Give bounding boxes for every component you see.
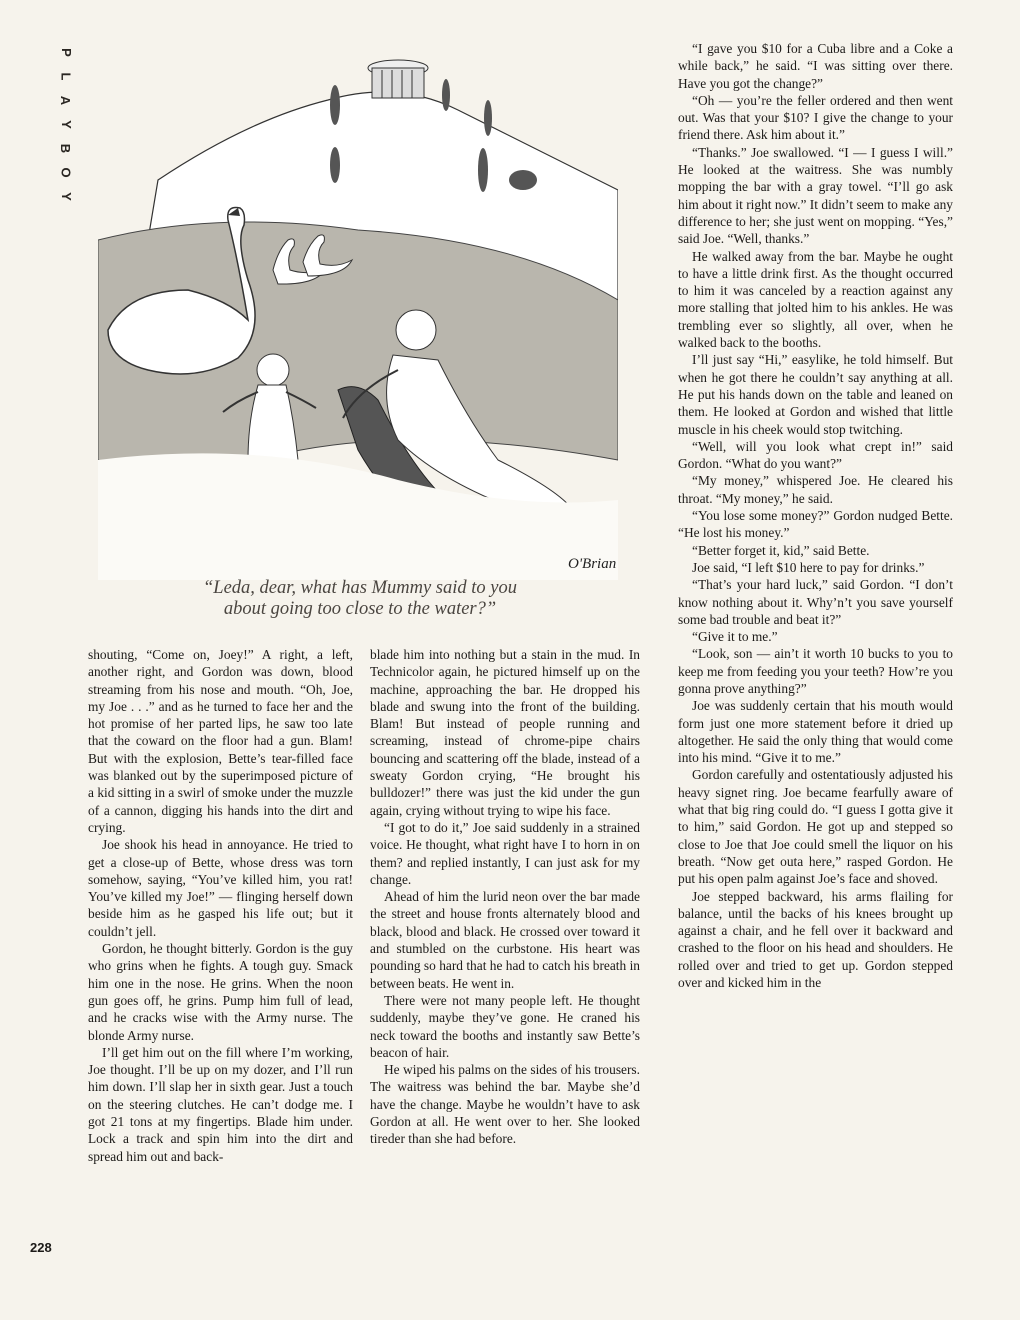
paragraph: “I got to do it,” Joe said suddenly in a strained voice. He thought, what right have I to horn in on them? and replied instantly, I can just ask for my change. <box>370 819 640 887</box>
paragraph: “My money,” whispered Joe. He cleared his throat. “My money,” he said. <box>678 473 953 506</box>
masthead-letter: Y <box>58 192 74 201</box>
temple-icon <box>368 60 428 98</box>
paragraph: Joe said, “I left $10 here to pay for drinks.” <box>692 559 925 575</box>
paragraph: Gordon, he thought bitterly. Gordon is the guy who grins when he fights. A tough guy. Smack him one in the nose. He grins. When the noon gun goes off, he grins. Pump him full of lead, and he cracks wise with the Army nurse. The blonde Army nurse. <box>88 941 353 1043</box>
paragraph: shouting, “Come on, Joey!” A right, a left, another right, and Gordon was down, blood streaming from his nose and mouth. “Oh, Joe, my Joe . . .” and as he turned to face her and the hot promise of her parted lips, he saw too late that the coward on the floor had a gun. Blam! But with the explosion, Bette’s tear-filled face was blanked out by the superimposed picture of a kid sitting in a swirl of smoke under the muzzle of a cannon, digging his hands into the dirt and crying. <box>88 647 353 835</box>
paragraph: “That’s your hard luck,” said Gordon. “I don’t know nothing about it. Why’n’t you save yourself some bad trouble and beat it?” <box>678 577 953 627</box>
article-column-3 <box>678 40 953 991</box>
paragraph: “I gave you $10 for a Cuba libre and a Coke a while back,” he said. “I was sitting over there. Have you got the change?” <box>678 41 953 91</box>
paragraph: There were not many people left. He thought suddenly, maybe they’ve gone. He craned his neck toward the booths and instantly saw Bette’s beacon of hair. <box>370 992 640 1060</box>
caption-line: about going too close to the water?” <box>223 599 497 619</box>
page-number: 228 <box>30 1240 52 1255</box>
paragraph: Gordon carefully and ostentatiously adjusted his heavy signet ring. Joe became fearfully aware of what that big ring could do. “I guess I gotta give it to him,” said Gordon. He got up and stepped so close to Joe that Joe could smell the liquor on his breath. “Now get outa here,” rasped Gordon. He put his open palm against Joe’s face and shoved. <box>678 767 953 887</box>
paragraph: “Well, will you look what crept in!” said Gordon. “What do you want?” <box>678 438 953 472</box>
paragraph: “Thanks.” Joe swallowed. “I — I guess I will.” He looked at the waitress. She was numbly mopping the bar with a gray towel. “I’ll go ask him about it right now.” It didn’t seem to make any difference to her; she just went on mopping. “Yes,” said Joe. “Well, thanks.” <box>678 144 953 247</box>
masthead-letter: P <box>58 48 74 57</box>
masthead-letter: O <box>58 167 74 178</box>
article-column-1 <box>88 646 353 1165</box>
paragraph: “Give it to me.” <box>692 629 778 645</box>
paragraph: I’ll just say “Hi,” easylike, he told himself. But when he got there he couldn’t say anything at all. He put his hands down on the table and leaned on them. He looked at Gordon and wished that little muscle in his cheek would stop twitching. <box>678 352 953 437</box>
paragraph: Joe shook his head in annoyance. He tried to get a close-up of Bette, whose dress was torn somehow, saying, “You’ve killed him, you rat! You’ve killed my Joe!” — flinging herself down beside him as he gasped his life out; but it couldn’t jell. <box>88 837 353 939</box>
masthead-letter: Y <box>58 120 74 129</box>
paragraph: He walked away from the bar. Maybe he ought to have a little drink first. As the thought occurred to him it was canceled by a reaction against any more stalling that jolted him to his ankles. He was trembling ever so slightly, all over, when he walked back to the booths. <box>678 248 953 351</box>
masthead-letter: B <box>58 143 74 154</box>
paragraph: “You lose some money?” Gordon nudged Bette. “He lost his money.” <box>678 508 953 541</box>
cartoon-illustration <box>98 40 618 580</box>
paragraph: Ahead of him the lurid neon over the bar made the street and house fronts alternately blood and black, blood and black. He crossed over toward it and stumbled on the curbstone. His heart was pounding so hard that he had to catch his breath in between beats. He went in. <box>370 889 640 991</box>
cartoon-caption <box>150 578 570 620</box>
magazine-masthead <box>55 44 77 212</box>
paragraph: Joe was suddenly certain that his mouth would form just one more statement before it dried up altogether. He said the only thing that would come into his mind. “Give it to me.” <box>678 698 953 766</box>
paragraph: He wiped his palms on the sides of his trousers. The waitress was behind the bar. Maybe she’d have the change. Maybe he wouldn’t have to ask Gordon at all. He went over to her. She looked tireder than she had before. <box>370 1062 640 1147</box>
masthead-letter: L <box>58 72 74 81</box>
paragraph: Joe stepped backward, his arms flailing for balance, until the backs of his knees brought up against a chair, and he fell over it backward and crashed to the floor on his head and shoulders. He rolled over and tried to get up. Gordon stepped over and kicked him in the <box>678 888 953 991</box>
grass-bank <box>98 453 618 580</box>
paragraph: “Oh — you’re the feller ordered and then went out. Was that your $10? I give the change to your friend there. Ask him about it.” <box>678 92 953 143</box>
artist-signature: O'Brian <box>568 556 617 572</box>
paragraph: I’ll get him out on the fill where I’m working, Joe thought. I’ll be up on my dozer, and I’ll run him down. I’ll slap her in sixth gear. Just a touch on the steering clutches. He can’t dodge me. I got 21 tons at my fingertips. Blade him under. Lock a track and spin him into the dirt and spread him out and back- <box>88 1044 353 1164</box>
masthead-letter: A <box>58 95 74 106</box>
paragraph: “Better forget it, kid,” said Bette. <box>692 542 870 558</box>
article-column-2 <box>370 646 640 1148</box>
paragraph: blade him into nothing but a stain in the mud. In Technicolor again, he pictured himself up on the machine, approaching the bar. He dropped his blade and swung into the front of the building. Blam! But instead of people running and screaming, instead of chrome-pipe chairs bouncing and scattering off the blade, instead of a sweaty Gordon crying, “He brought his bulldozer!” there was just the kid under the gun again, crying without trying to wipe his face. <box>370 647 640 818</box>
caption-line: “Leda, dear, what has Mummy said to you <box>203 578 517 598</box>
paragraph: “Look, son — ain’t it worth 10 bucks to you to keep me from feeding you your teeth? How’re you gonna prove anything?” <box>678 646 953 696</box>
